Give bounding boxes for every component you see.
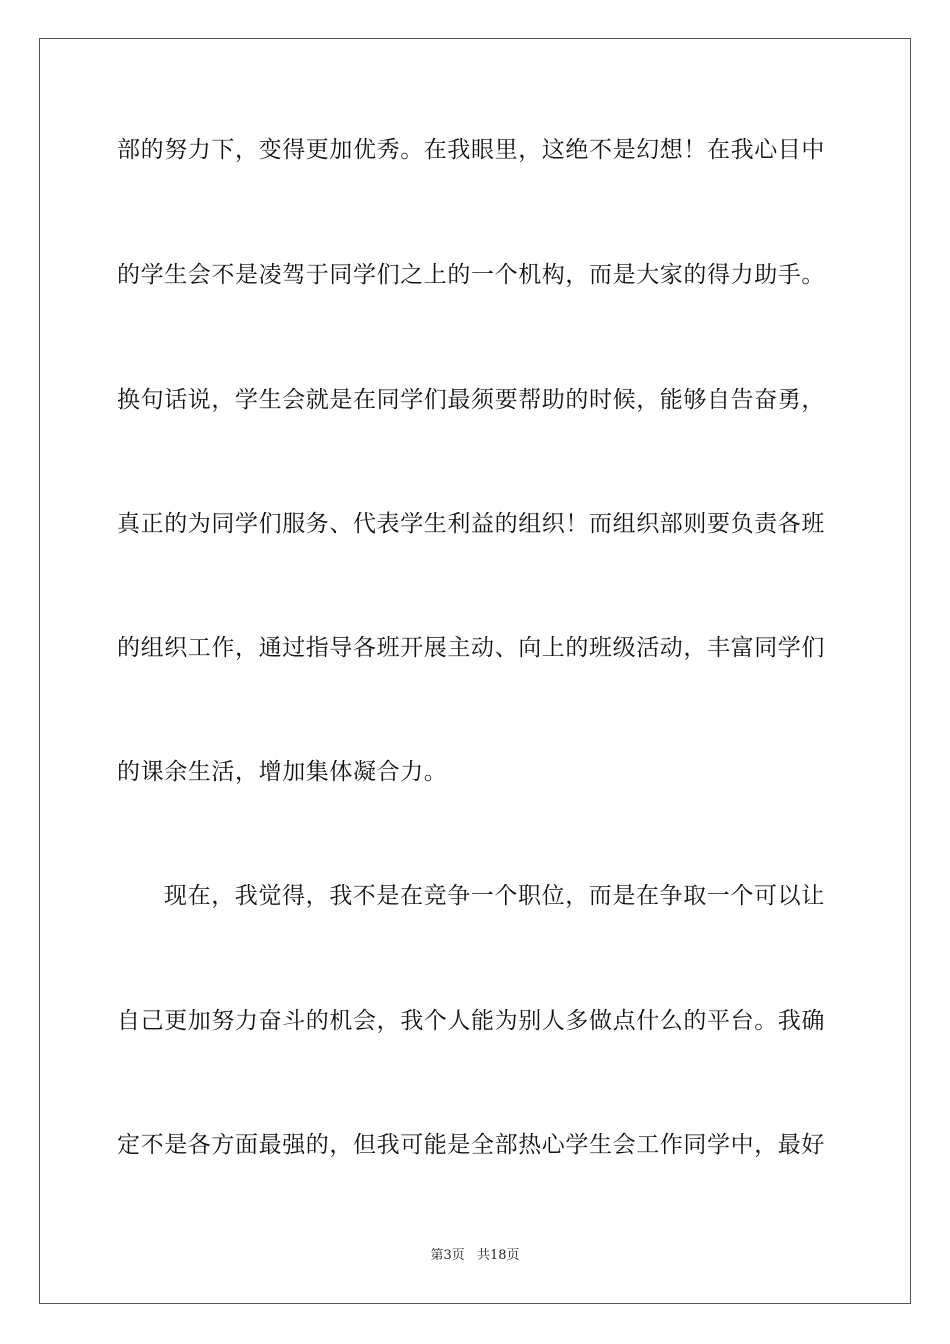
text-line: 自己更加努力奋斗的机会，我个人能为别人多做点什么的平台。我确 [117, 1008, 825, 1034]
page-number: 第3页 [430, 1248, 465, 1263]
paragraph-first-line: 现在，我觉得，我不是在竞争一个职位，而是在争取一个可以让 [164, 883, 825, 909]
text-line: 真正的为同学们服务、代表学生利益的组织！而组织部则要负责各班 [117, 511, 825, 537]
text-line: 部的努力下，变得更加优秀。在我眼里，这绝不是幻想！在我心目中 [117, 137, 825, 163]
page-border [39, 38, 911, 1304]
text-line: 的学生会不是凌驾于同学们之上的一个机构，而是大家的得力助手。 [117, 262, 825, 288]
page-total: 共18页 [476, 1248, 520, 1263]
text-line: 的组织工作，通过指导各班开展主动、向上的班级活动，丰富同学们 [117, 635, 825, 661]
text-line: 的课余生活，增加集体凝合力。 [117, 759, 448, 785]
page-footer [0, 1247, 950, 1265]
text-line: 换句话说，学生会就是在同学们最须要帮助的时候，能够自告奋勇， [117, 387, 825, 413]
text-line: 定不是各方面最强的，但我可能是全部热心学生会工作同学中，最好 [117, 1132, 825, 1158]
